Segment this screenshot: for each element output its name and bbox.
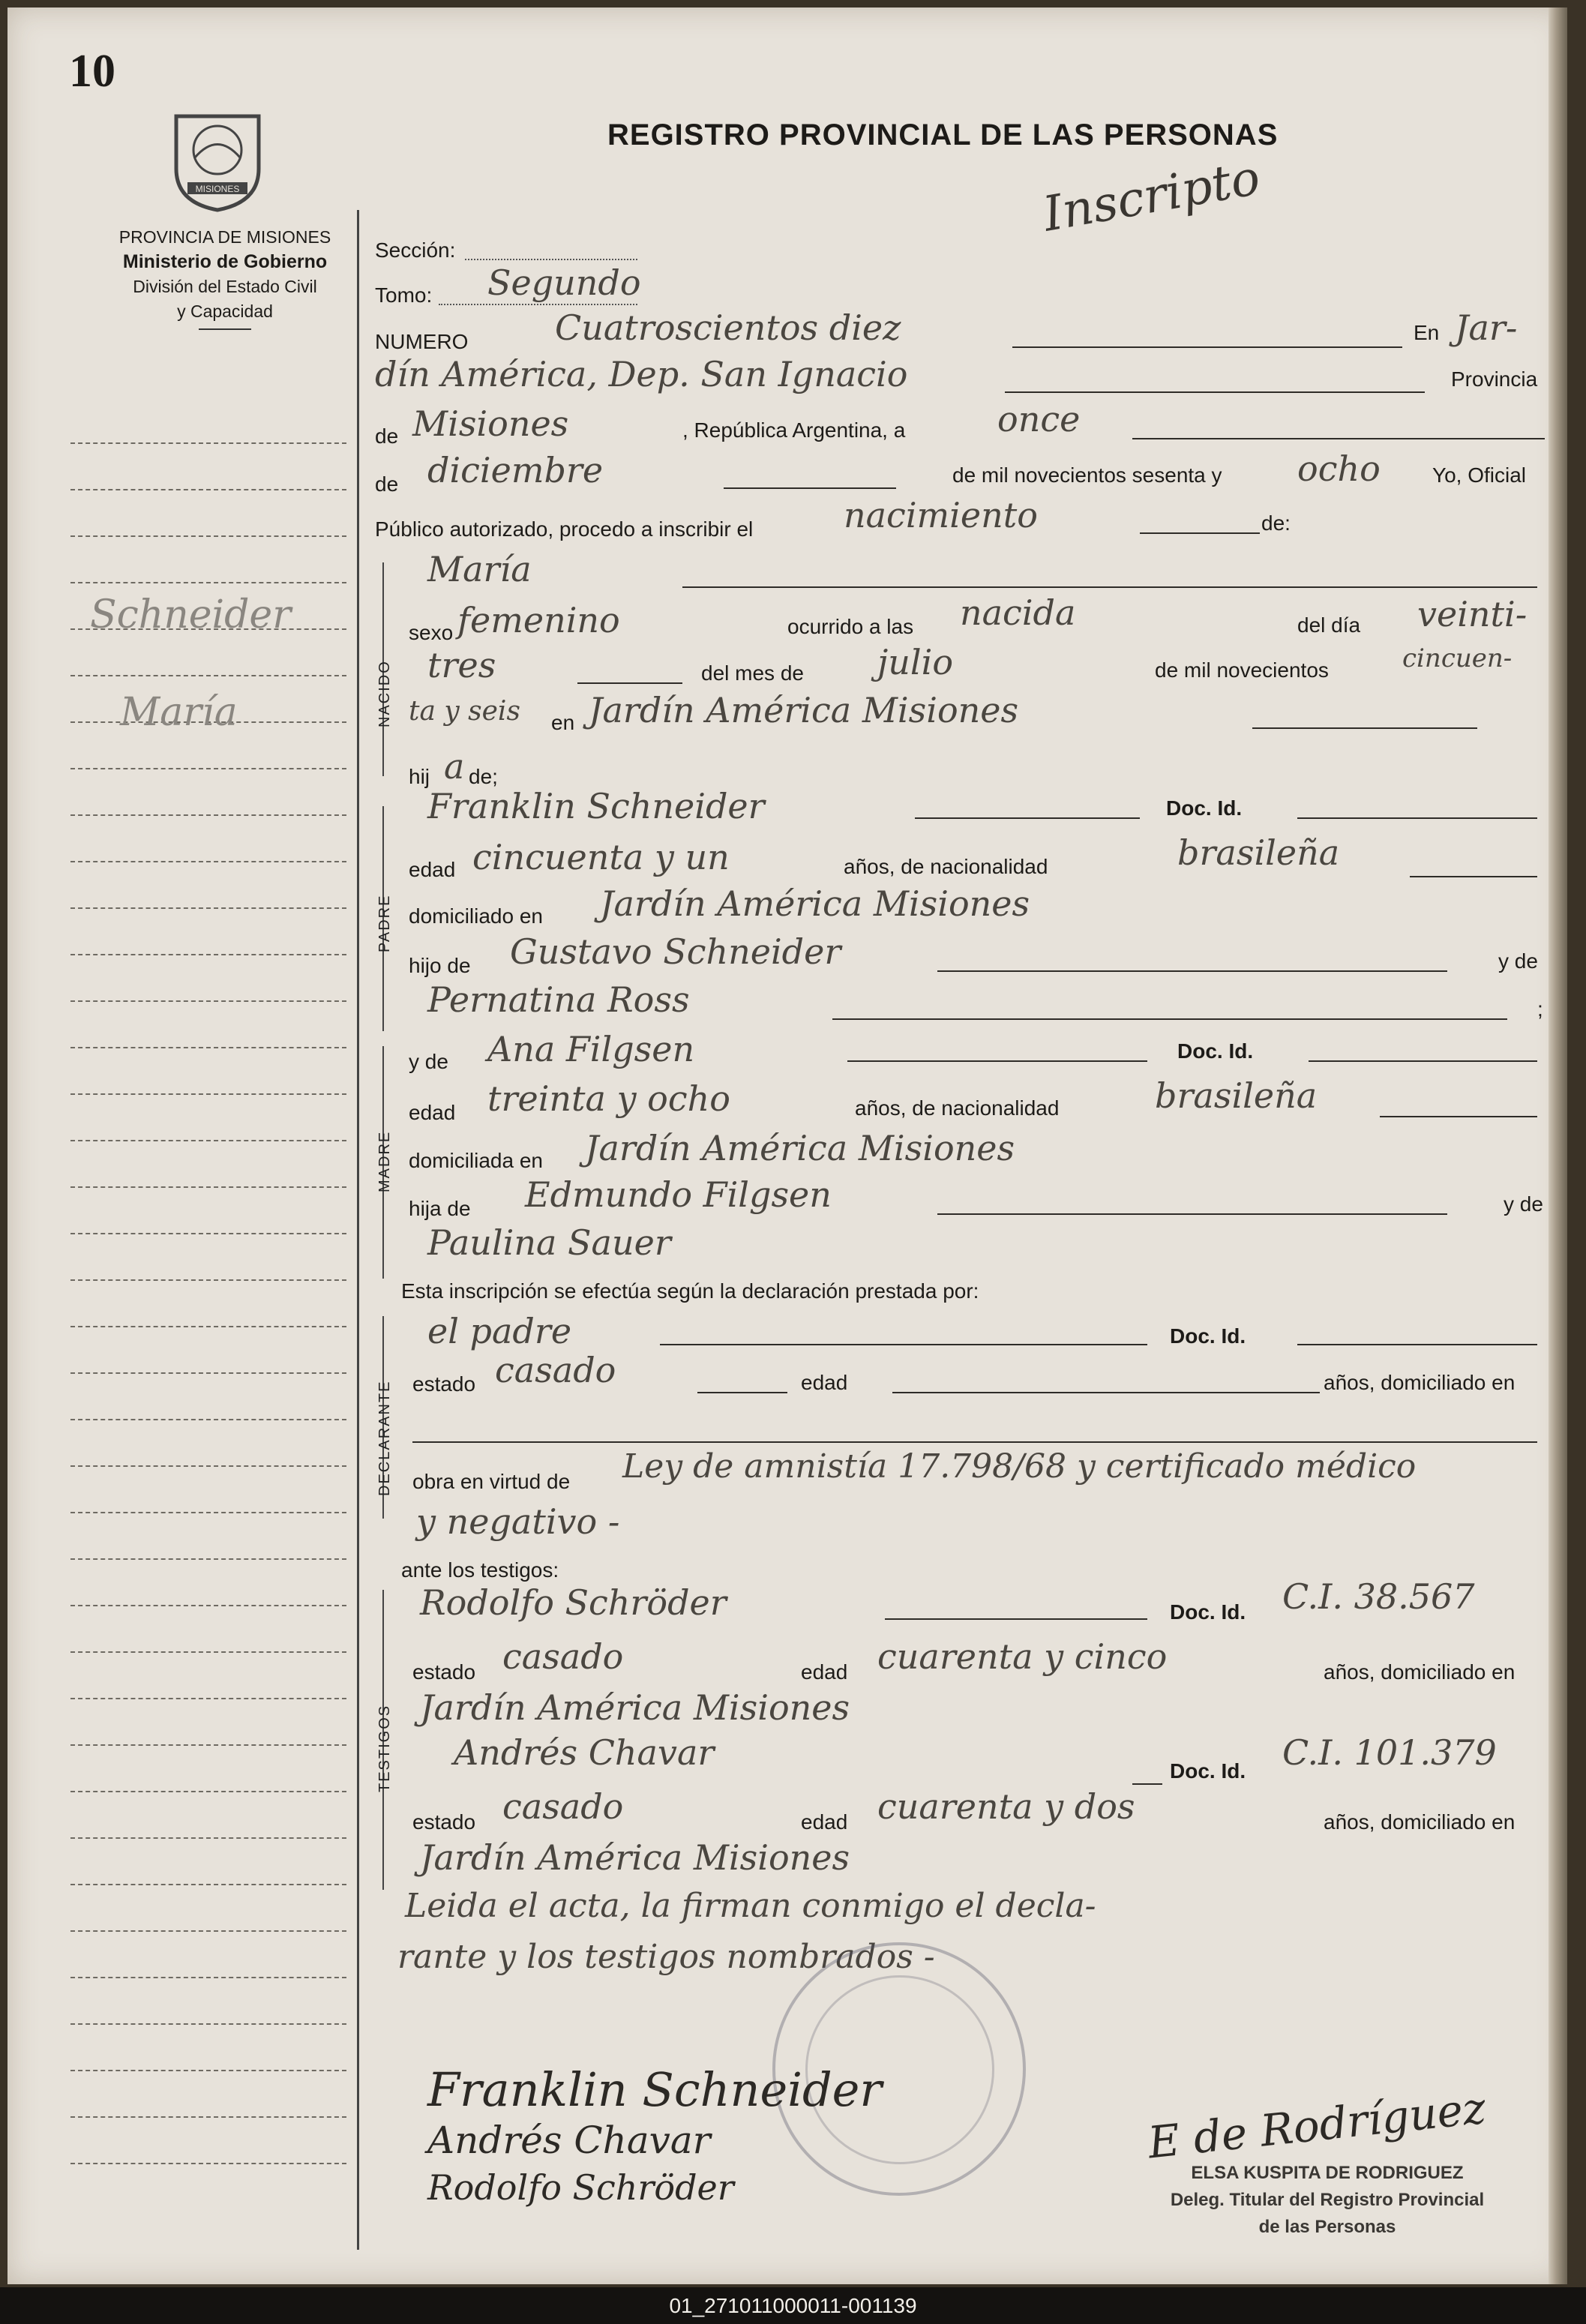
declarante-edad-underline [892, 1392, 1320, 1393]
yo-oficial-label: Yo, Oficial [1432, 463, 1527, 487]
testigo-1-nombre: Rodolfo Schröder [420, 1582, 727, 1623]
anio-label: de mil novecientos sesenta y [952, 463, 1222, 487]
en-value-2: dín América, Dep. San Ignacio [375, 354, 908, 394]
padre-padre-value: Gustavo Schneider [510, 931, 841, 972]
ocurrido-label: ocurrido a las [787, 615, 914, 638]
declarante-doc-label: Doc. Id. [1170, 1324, 1246, 1348]
nacido-anio-value-1: cincuen- [1402, 643, 1513, 673]
margin-surname: Schneider [90, 592, 292, 637]
image-id-caption: 01_271011000011-001139 [0, 2287, 1586, 2324]
madre-doc-label: Doc. Id. [1177, 1039, 1254, 1063]
dia-value-1: veinti- [1417, 594, 1528, 634]
official-title-line-1: Deleg. Titular del Registro Provincial [1170, 2190, 1485, 2210]
declarante-nombre-underline [660, 1344, 1147, 1345]
publico-label: Público autorizado, procedo a inscribir el [375, 517, 754, 541]
madre-padre-underline [937, 1213, 1447, 1215]
declarante-nombre: el padre [427, 1311, 572, 1351]
closing-line-2: rante y los testigos nombrados - [397, 1938, 935, 1976]
folio-number: 10 [69, 46, 115, 97]
declarante-doc-underline [1297, 1344, 1537, 1345]
padre-yde-label: y de [1498, 949, 1538, 973]
declarante-intro: Esta inscripción se efectúa según la declaración prestada por: [401, 1279, 979, 1303]
seccion-label: Sección: [375, 238, 456, 262]
testigo-2-doc-label: Doc. Id. [1170, 1759, 1246, 1783]
testigo-1-dom-value: Jardín América Misiones [420, 1687, 850, 1728]
svg-text:MISIONES: MISIONES [195, 184, 240, 194]
provincia-value: Misiones [412, 403, 569, 444]
margin-ruled-lines [70, 397, 346, 2164]
dia-underline [1132, 438, 1545, 439]
padre-nac-value: brasileña [1177, 832, 1340, 873]
testigo-2-estado-value: casado [502, 1786, 624, 1827]
testigo-1-anios-label: años, domiciliado en [1324, 1660, 1516, 1684]
provincial-crest-icon [161, 101, 274, 214]
padre-nombre-underline [915, 817, 1140, 819]
nacido-mes-value: julio [877, 642, 954, 682]
dia-value: once [997, 399, 1081, 439]
padre-madre-value: Pernatina Ross [427, 979, 690, 1020]
testigos-side-label: TESTIGOS [376, 1704, 393, 1792]
testigos-intro: ante los testigos: [401, 1558, 559, 1582]
padre-edad-value: cincuenta y un [472, 837, 730, 877]
nacido-nombre-underline [682, 586, 1537, 588]
mes-value: diciembre [427, 450, 604, 490]
sexo-label: sexo [409, 621, 454, 644]
testigo-2-edad-value: cuarenta y dos [877, 1786, 1135, 1827]
testigo-1-edad-value: cuarenta y cinco [877, 1636, 1168, 1677]
nacido-lugar-value: Jardín América Misiones [589, 690, 1019, 730]
padre-dom-label: domiciliado en [409, 904, 543, 928]
acto-value: nacimiento [844, 495, 1038, 535]
padre-semicolon: ; [1537, 997, 1543, 1021]
dia-underline-2 [577, 682, 682, 684]
signature-declarant: Franklin Schneider [427, 2062, 883, 2117]
official-name: ELSA KUSPITA DE RODRIGUEZ [1191, 2163, 1464, 2183]
signature-official: E de Rodríguez [1145, 2082, 1489, 2169]
declarante-estado-value: casado [495, 1350, 616, 1390]
padre-madre-underline [832, 1018, 1507, 1020]
madre-madre-value: Paulina Sauer [427, 1222, 671, 1263]
declarante-domicilio-underline [412, 1441, 1537, 1443]
margin-given-name: María [120, 690, 238, 735]
margin-divider [357, 210, 359, 2250]
declarante-estado-label: estado [412, 1372, 476, 1396]
padre-hijo-label: hijo de [409, 954, 471, 977]
de3-label: de: [1261, 511, 1291, 535]
testigo-2-anios-label: años, domiciliado en [1324, 1810, 1516, 1834]
en-label: En [1414, 321, 1440, 344]
mes-label: del mes de [701, 661, 804, 685]
seccion-line [465, 259, 637, 260]
acto-underline [1140, 532, 1260, 534]
padre-padre-underline [937, 970, 1447, 972]
madre-padre-value: Edmundo Filgsen [525, 1174, 832, 1215]
madre-dom-label: domiciliada en [409, 1149, 543, 1172]
madre-side-label: MADRE [376, 1130, 393, 1192]
padre-nac-label: años, de nacionalidad [844, 855, 1048, 878]
obra-value-1: Ley de amnistía 17.798/68 y certificado médico [622, 1447, 1417, 1486]
testigo-1-estado-value: casado [502, 1636, 624, 1677]
nacido-lugar-underline [1252, 727, 1477, 729]
padre-nombre: Franklin Schneider [427, 786, 765, 826]
hij-de-label: de; [469, 765, 498, 788]
madre-yde-label: y de [409, 1050, 448, 1073]
testigo-1-doc-label: Doc. Id. [1170, 1600, 1246, 1624]
province-name: PROVINCIA DE MISIONES [118, 227, 331, 247]
signature-witness-1: Rodolfo Schröder [427, 2167, 734, 2208]
testigo-2-doc-value: C.I. 101.379 [1282, 1732, 1497, 1773]
header-divider [199, 328, 251, 330]
book-binding-edge [1549, 7, 1567, 2284]
official-stamp [1117, 2160, 1537, 2241]
provincia-label: Provincia [1451, 367, 1538, 391]
sexo-value: femenino [457, 600, 620, 640]
padre-doc-label: Doc. Id. [1166, 796, 1243, 820]
en-value-1: Jar- [1455, 307, 1518, 348]
republica-label: , República Argentina, a [682, 418, 906, 442]
division-name-line-2: y Capacidad [177, 301, 273, 321]
issuing-authority [60, 225, 390, 330]
madre-hija-label: hija de [409, 1197, 471, 1220]
hij-value: a [444, 746, 465, 787]
ministry-name: Ministerio de Gobierno [122, 251, 328, 272]
hora-value: nacida [960, 592, 1076, 633]
madre-nombre-underline [847, 1060, 1147, 1062]
page-title: REGISTRO PROVINCIAL DE LAS PERSONAS [607, 118, 1279, 151]
document-page [7, 7, 1567, 2284]
declarante-side-label: DECLARANTE [376, 1380, 393, 1496]
padre-doc-underline [1297, 817, 1537, 819]
declarante-estado-underline [697, 1392, 787, 1393]
testigo-2-nombre-underline [1132, 1783, 1162, 1785]
madre-edad-label: edad [409, 1101, 456, 1124]
division-name-line-1: División del Estado Civil [133, 277, 317, 296]
madre-yde2-label: y de [1504, 1192, 1543, 1216]
nacido-nombre: María [427, 549, 532, 589]
madre-edad-value: treinta y ocho [487, 1078, 730, 1119]
testigo-1-edad-label: edad [801, 1660, 848, 1684]
declarante-edad-label: edad [801, 1371, 848, 1394]
nacido-anio-label: de mil novecientos [1155, 658, 1329, 682]
obra-value-2: y negativo - [416, 1501, 620, 1542]
madre-nac-value: brasileña [1155, 1075, 1318, 1116]
anio-value: ocho [1297, 448, 1381, 489]
numero-value: Cuatroscientos diez [555, 307, 901, 348]
testigo-1-doc-value: C.I. 38.567 [1282, 1576, 1475, 1617]
testigo-2-nombre: Andrés Chavar [454, 1732, 715, 1773]
madre-nac-underline [1380, 1116, 1537, 1117]
madre-doc-underline [1309, 1060, 1537, 1062]
tomo-line [439, 304, 637, 305]
testigo-1-nombre-underline [885, 1618, 1147, 1620]
nacido-en-label: en [551, 711, 575, 734]
signature-witness-2: Andrés Chavar [427, 2119, 711, 2162]
nacido-side-label: NACIDO [376, 660, 393, 727]
obra-label: obra en virtud de [412, 1470, 571, 1493]
testigo-2-estado-label: estado [412, 1810, 476, 1834]
dia-value-2: tres [427, 645, 496, 685]
del-dia-label: del día [1297, 613, 1361, 637]
testigo-2-edad-label: edad [801, 1810, 848, 1834]
padre-nac-underline [1410, 876, 1537, 877]
tomo-label: Tomo: [375, 283, 433, 307]
lugar-underline [1005, 391, 1425, 393]
tomo-value: Segundo [487, 262, 641, 303]
madre-dom-value: Jardín América Misiones [585, 1128, 1015, 1168]
numero-label: NUMERO [375, 330, 469, 353]
nacido-anio-value-2: ta y seis [409, 696, 520, 727]
padre-dom-value: Jardín América Misiones [600, 883, 1030, 924]
official-title-line-2: de las Personas [1258, 2217, 1396, 2237]
inscripto-annotation: Inscripto [1039, 150, 1264, 243]
declarante-anios-label: años, domiciliado en [1324, 1371, 1516, 1394]
numero-underline [1012, 346, 1402, 348]
hij-label: hij [409, 765, 430, 788]
padre-edad-label: edad [409, 858, 456, 881]
mes-underline [724, 487, 896, 489]
de2-label: de [375, 472, 399, 496]
madre-nac-label: años, de nacionalidad [855, 1096, 1060, 1120]
madre-nombre: Ana Filgsen [487, 1029, 695, 1069]
testigo-2-dom-value: Jardín América Misiones [420, 1837, 850, 1878]
de-label: de [375, 424, 399, 448]
closing-line-1: Leida el acta, la firman conmigo el decla- [405, 1887, 1096, 1925]
padre-side-label: PADRE [376, 894, 393, 952]
testigo-1-estado-label: estado [412, 1660, 476, 1684]
